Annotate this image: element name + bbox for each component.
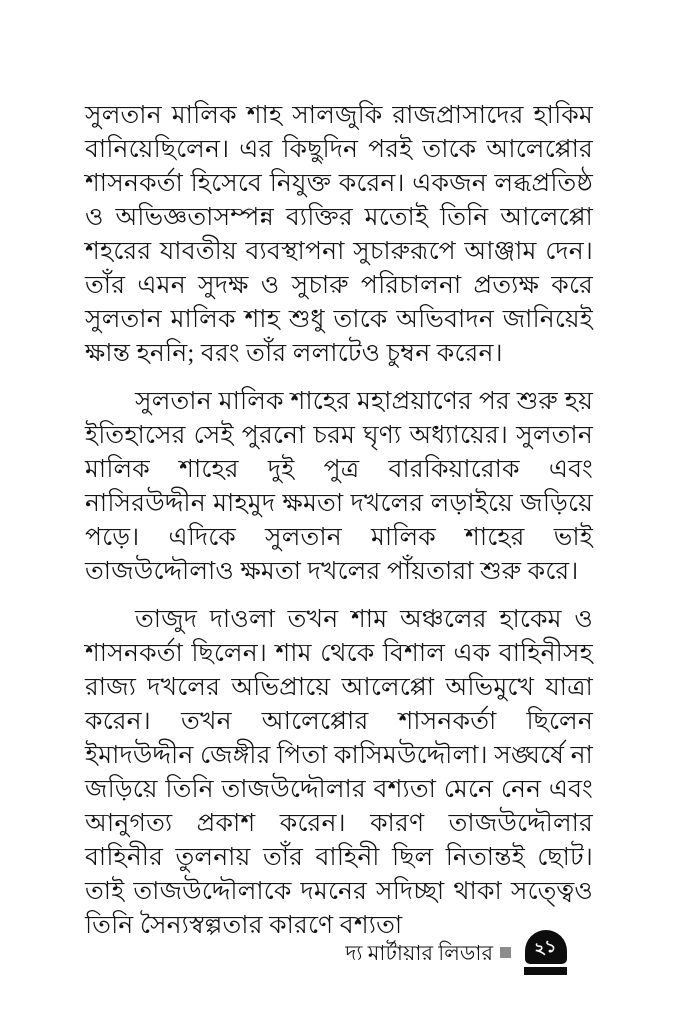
running-footer-title: দ্য মার্টায়ার লিডার bbox=[345, 941, 493, 965]
page-footer bbox=[0, 928, 675, 988]
page-number: ২১ bbox=[532, 935, 559, 959]
paragraph-1: সুলতান মালিক শাহ সালজুকি রাজপ্রাসাদের হাকিম বানিয়েছিলেন। এর কিছুদিন পরই তাকে আলেপ্পোর শাসনকর্তা হিসেবে নিযুক্ত করেন। একজন লব্ধপ্রতিষ্ঠ ও অভিজ্ঞতাসম্পন্ন ব্যক্তির মতোই তিনি আলেপ্পো শহরের যাবতীয় ব্যবস্থাপনা সুচারুরূপে আঞ্জাম দেন। তাঁর এমন সুদক্ষ ও সুচারু পরিচালনা প্রত্যক্ষ করে সুলতান মালিক শাহ শুধু তাকে অভিবাদন জানিয়েই ক্ষান্ত হননি; বরং তাঁর ললাটেও চুম্বন করেন। bbox=[85, 102, 593, 367]
page-tab-underline bbox=[524, 967, 567, 975]
page-body bbox=[85, 99, 593, 957]
paragraph-3: তাজুদ দাওলা তখন শাম অঞ্চলের হাকেম ও শাসনকর্তা ছিলেন। শাম থেকে বিশাল এক বাহিনীসহ রাজ্য দখলের অভিপ্রায়ে আলেপ্পো অভিমুখে যাত্রা করেন। তখন আলেপ্পোর শাসনকর্তা ছিলেন ইমাদউদ্দীন জেঙ্গীর পিতা কাসিমউদ্দৌলা। সঙ্ঘর্ষে না জড়িয়ে তিনি তাজউদ্দৌলার বশ্যতা মেনে নেন এবং আনুগত্য প্রকাশ করেন। কারণ তাজউদ্দৌলার বাহিনীর তুলনায় তাঁর বাহিনী ছিল নিতান্তই ছোট। তাই তাজউদ্দৌলাকে দমনের সদিচ্ছা থাকা সত্ত্বেও তিনি সৈন্যস্বল্পতার কারণে বশ্যতা bbox=[85, 606, 593, 939]
paragraph-2: সুলতান মালিক শাহের মহাপ্রয়াণের পর শুরু হয় ইতিহাসের সেই পুরনো চরম ঘৃণ্য অধ্যায়ের। সুলতান মালিক শাহের দুই পুত্র বারকিয়ারোক এবং নাসিরউদ্দীন মাহমুদ ক্ষমতা দখলের লড়াইয়ে জড়িয়ে পড়ে। এদিকে সুলতান মালিক শাহের ভাই তাজউদ্দৌলাও ক্ষমতা দখলের পাঁয়তারা শুরু করে। bbox=[85, 388, 593, 585]
page-number-tab bbox=[524, 930, 567, 975]
page-number-dome bbox=[525, 930, 567, 964]
square-separator-icon bbox=[500, 947, 511, 958]
